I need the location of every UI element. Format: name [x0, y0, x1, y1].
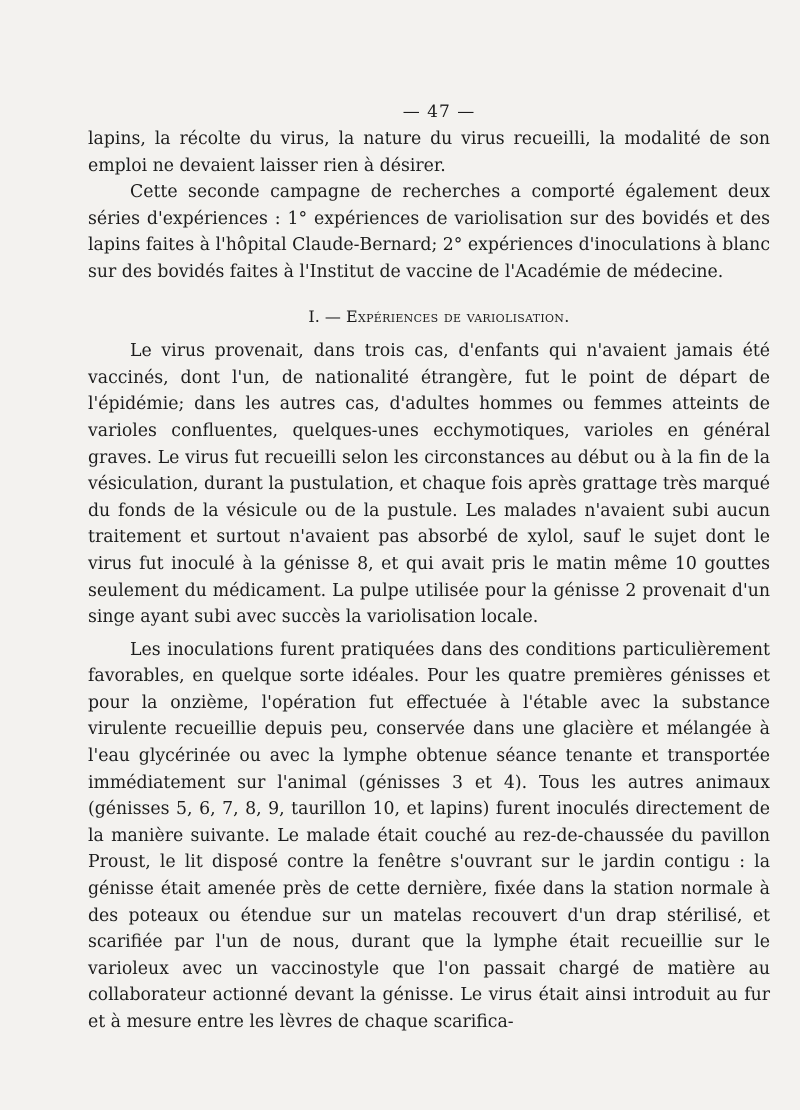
- section-title: Expériences de variolisation.: [345, 306, 570, 326]
- section-heading: [88, 304, 770, 331]
- paragraph-inoculations: Les inoculations furent pratiquées dans des conditions particulièrement favorables, en quelque sorte idéales. Pour les quatre premières génisses et pour la onzième, l'opération fut effectuée à l'étable avec la substance virulente recueillie depuis peu, conservée dans une glacière et mélangée à l'eau glycérinée ou avec la lymphe obtenue séance tenante et transportée immédiatement sur l'animal (génisses 3 et 4). Tous les autres animaux (génisses 5, 6, 7, 8, 9, taurillon 10, et lapins) furent inoculés directement de la manière suivante. Le malade était couché au rez-de-chaussée du pavillon Proust, le lit disposé contre la fenêtre s'ouvrant sur le jardin contigu : la génisse était amenée près de cette dernière, fixée dans la station normale à des poteaux ou étendue sur un matelas recouvert d'un drap stérilisé, et scarifiée par l'un de nous, durant que la lymphe était recueillie sur le varioleux avec un vaccinostyle que l'on passait chargé de matière au collaborateur actionné devant la génisse. Le virus était ainsi introduit au fur et à mesure entre les lèvres de chaque scarifica-: [88, 639, 770, 1032]
- page-number: — 47 —: [402, 102, 476, 122]
- paragraph-campaign: Cette seconde campagne de recherches a comporté également deux séries d'expériences : 1° expériences de variolisation sur des bovidés et des lapins faites à l'hôpital Claude-Bernard; 2° expériences d'inoculations à blanc sur des bovidés faites à l'Institut de vaccine de l'Académie de médecine.: [88, 182, 770, 282]
- paragraph-virus-origin: Le virus provenait, dans trois cas, d'enfants qui n'avaient jamais été vaccinés, dont l'un, de nationalité étrangère, fut le point de départ de l'épidémie; dans les autres cas, d'adultes hommes ou femmes atteints de varioles confluentes, quelques-unes ecchymotiques, varioles en général graves. Le virus fut recueilli selon les circonstances au début ou à la fin de la vésiculation, durant la pustulation, et chaque fois après grattage très marqué du fonds de la vésicule ou de la pustule. Les malades n'avaient subi aucun traitement et surtout n'avaient pas absorbé de xylol, sauf le sujet dont le virus fut inoculé à la génisse 8, et qui avait pris le matin même 10 gouttes seulement du médicament. La pulpe utilisée pour la génisse 2 provenait d'un singe ayant subi avec succès la variolisation locale.: [88, 341, 770, 628]
- paragraph-continuation: lapins, la récolte du virus, la nature du virus recueilli, la modalité de son emploi ne devaient laisser rien à désirer.: [88, 129, 770, 176]
- section-numeral: I. —: [308, 306, 341, 326]
